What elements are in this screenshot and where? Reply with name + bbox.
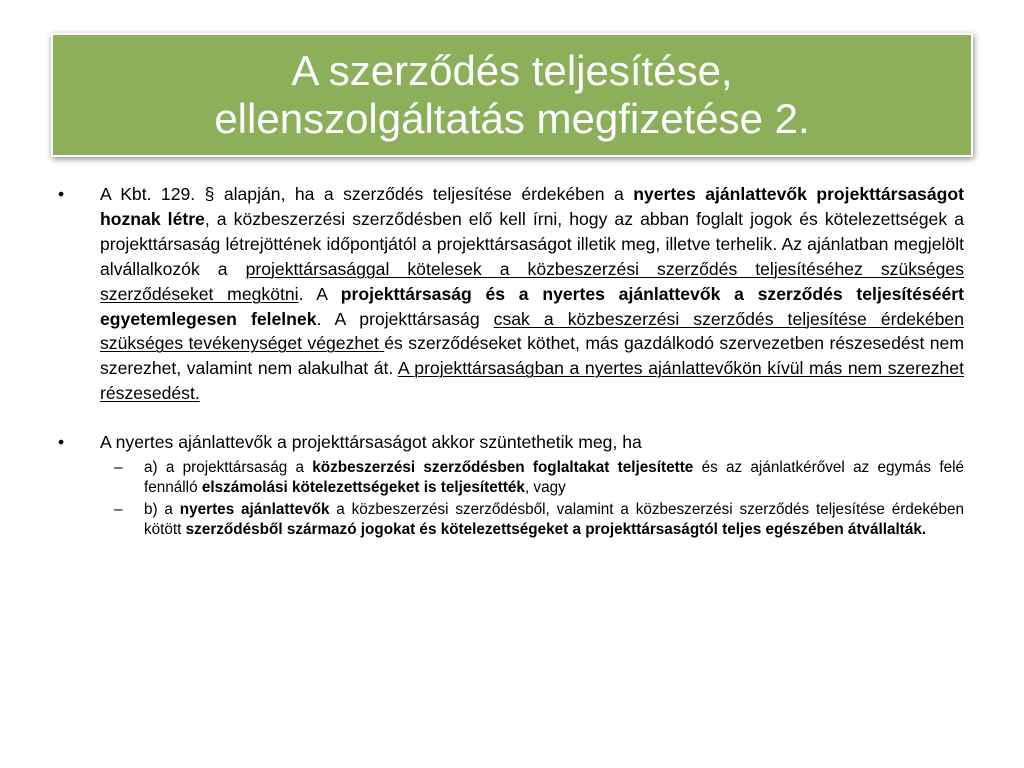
text-segment: , vagy <box>524 478 566 496</box>
slide-title <box>51 33 973 157</box>
text-segment-bold: nyertes ajánlattevők projekttársaságot hoznak létre <box>100 184 964 229</box>
text-segment: A nyertes ajánlattevők a projekttársaságot akkor szüntethetik meg, ha <box>100 432 642 453</box>
text-segment: . A <box>298 283 341 304</box>
text-segment: A Kbt. 129. § alapján, ha a szerződés teljesítése érdekében a <box>100 184 634 204</box>
text-segment-bold: projekttársaság és a nyertes ajánlattevők a szerződés teljesítéséért egyetemlegesen felelnek <box>100 283 964 329</box>
sub-item-a <box>58 458 964 497</box>
slide-title-line-1: A szerződés teljesítése, <box>291 47 733 94</box>
text-segment-bold: elszámolási kötelezettségeket is teljesítették <box>201 478 525 496</box>
slide-body <box>58 182 964 539</box>
sub-item-b <box>58 500 964 539</box>
text-segment: b) a <box>144 501 180 519</box>
text-segment-bold: szerződésből származó jogokat és kötelezettségeket a projekttársaságtól teljes egészében átvállalták. <box>185 520 927 538</box>
bullet-item-1 <box>58 182 964 406</box>
sub-bullet-mark: – <box>114 459 123 477</box>
bullet-mark: • <box>58 184 65 204</box>
text-segment: és szerződéseket köthet, más gazdálkodó szervezetben részesedést nem szerezhet, valamint nem alakulhat át. <box>100 333 964 379</box>
text-segment-underline: projekttársasággal kötelesek a közbeszerzési szerződés teljesítéséhez szükséges szerződéseket megkötni <box>100 258 964 304</box>
bullet-item-2 <box>58 430 964 455</box>
text-segment: , a közbeszerzési szerződésben elő kell írni, hogy az abban foglalt jogok és kötelezettségek a projekttársaság létrejöttének időpontjától a projekttársaságot illetik meg, illetve terhelik. Az ajánlatban megjelölt alvállalkozók a <box>100 208 964 279</box>
text-segment: a) a projekttársaság a <box>144 459 313 477</box>
text-segment: és az ajánlatkérővel az egymás felé fennálló <box>144 459 964 496</box>
text-segment: a közbeszerzési szerződésből, valamint a közbeszerzési szerződés teljesítése érdekében kötött <box>144 501 964 538</box>
bullet-mark: • <box>58 432 65 453</box>
text-segment-bold: közbeszerzési szerződésben foglaltakat teljesítette <box>312 459 694 477</box>
slide-title-line-2: ellenszolgáltatás megfizetése 2. <box>214 95 810 142</box>
sub-bullet-mark: – <box>114 501 123 519</box>
text-segment-underline: A projekttársaságban a nyertes ajánlattevőkön kívül más nem szerezhet részesedést. <box>100 358 964 404</box>
text-segment: . A projekttársaság <box>316 308 494 329</box>
text-segment-bold: nyertes ajánlattevők <box>179 501 330 519</box>
text-segment-underline: csak a közbeszerzési szerződés teljesítése érdekében szükséges tevékenységet végezhet <box>100 308 964 354</box>
